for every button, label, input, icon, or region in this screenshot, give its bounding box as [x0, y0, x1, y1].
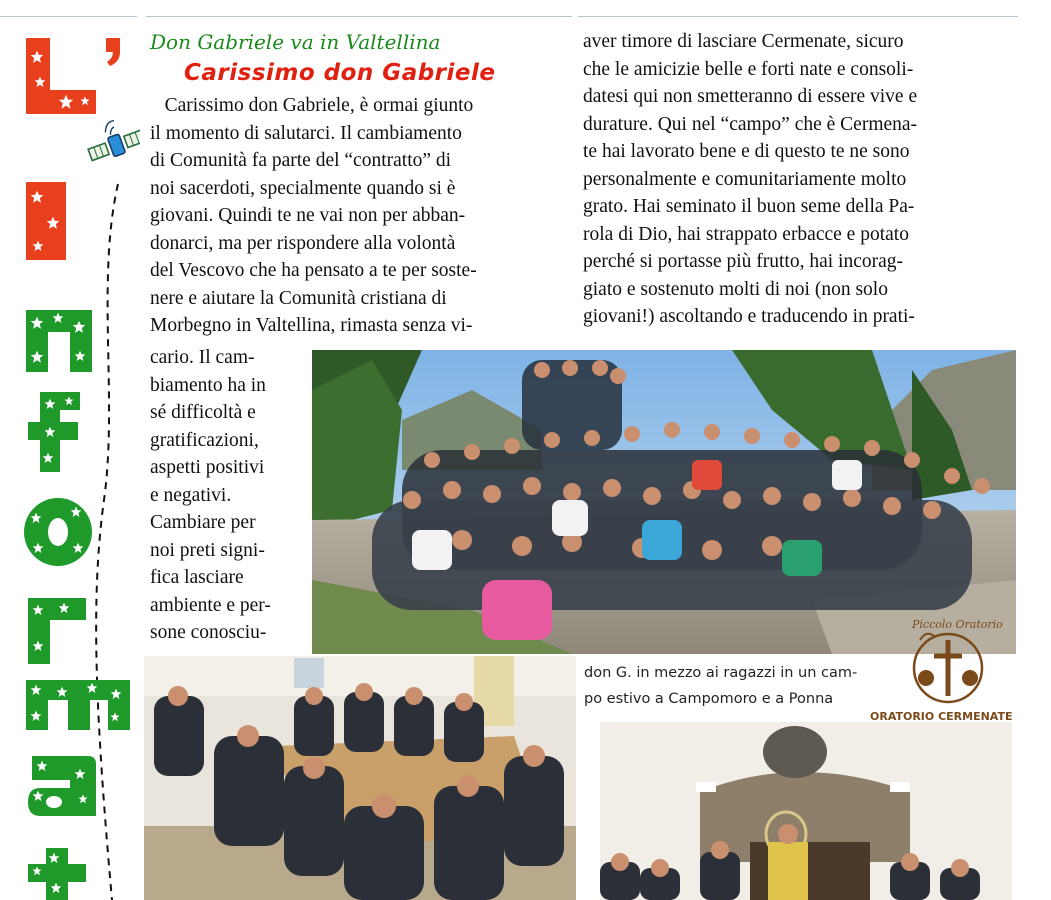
text-line: giato e sostenuto molti di noi (non solo	[583, 278, 888, 300]
text-line: di Comunità fa parte del “contratto” di	[150, 150, 452, 171]
text-line: datesi qui non smetteranno di essere vive e	[583, 86, 918, 107]
masthead-letter-I	[26, 182, 66, 260]
text-line: te hai lavorato bene e di questo te ne sono	[583, 141, 910, 162]
text-line: giovani. Quindi te ne vai non per abban-	[150, 205, 466, 226]
text-line: gratificazioni,	[150, 429, 259, 451]
text-line: sé difficoltà e	[150, 402, 256, 423]
masthead-letter-m	[26, 680, 130, 730]
text-line: perché si portasse più frutto, hai incorag-	[583, 251, 904, 272]
masthead-letter-L	[26, 38, 96, 114]
text-line: che le amicizie belle e forti nate e consoli-	[583, 58, 914, 80]
text-line: rola di Dio, hai strappato erbacce e potato	[583, 223, 909, 245]
masthead-letter-t	[28, 848, 86, 900]
dashed-trail	[96, 184, 118, 900]
text-line: aspetti positivi	[150, 457, 265, 478]
text-line: grato. Hai seminato il buon seme della Pa-	[583, 196, 915, 217]
oratorio-logo	[866, 606, 1024, 728]
masthead-art	[0, 20, 140, 900]
chapel-mass-photo	[600, 722, 1012, 900]
logo-top-text: Piccolo Oratorio	[912, 618, 1003, 631]
satellite-icon	[82, 113, 140, 164]
article-title: Carissimo don Gabriele	[184, 60, 496, 86]
text-line: giovani!) ascoltando e traducendo in prati-	[583, 306, 915, 327]
article-column-2	[583, 28, 1023, 331]
masthead-letter-n	[26, 310, 92, 372]
text-line: nere e aiutare la Comunità cristiana di	[150, 287, 447, 309]
meeting-photo	[144, 656, 576, 900]
text-line: durature. Qui nel “campo” che è Cermena-	[583, 113, 918, 135]
text-line: aver timore di lasciare Cermenate, sicuro	[583, 31, 904, 52]
logo-bottom-text: ORATORIO CERMENATE	[870, 710, 1013, 723]
text-line: noi sacerdoti, specialmente quando si è	[150, 177, 456, 199]
top-rule-right	[578, 16, 1018, 17]
chapel-mass-photo-art	[600, 722, 1012, 900]
masthead-letter-r	[28, 598, 86, 664]
text-line: biamento ha in	[150, 374, 266, 396]
text-line: Morbegno in Valtellina, rimasta senza vi-	[150, 315, 473, 336]
article-column-1-wrap	[150, 344, 310, 647]
masthead-letter-a	[28, 756, 96, 816]
text-line: sone conosciu-	[150, 622, 267, 643]
text-line: e negativi.	[150, 484, 232, 506]
article-column-1	[150, 92, 570, 340]
masthead-letter-o	[24, 498, 92, 566]
text-line: donarci, ma per rispondere alla volontà	[150, 232, 456, 254]
text-line: Carissimo don Gabriele, è ormai giunto	[150, 95, 474, 116]
text-line: il momento di salutarci. Il cambiamento	[150, 122, 462, 144]
photo-caption	[576, 656, 874, 722]
meeting-photo-art	[144, 656, 576, 900]
text-line: cario. Il cam-	[150, 347, 255, 368]
text-line: ambiente e per-	[150, 594, 271, 616]
text-line: Cambiare per	[150, 512, 256, 533]
article-kicker: Don Gabriele va in Valtellina	[150, 30, 441, 54]
text-line: fica lasciare	[150, 567, 244, 588]
oratorio-logo-art	[866, 606, 1024, 728]
text-line: noi preti signi-	[150, 539, 265, 561]
top-rule-middle	[146, 16, 572, 17]
text-line: del Vescovo che ha pensato a te per soste-	[150, 260, 477, 281]
masthead-apostrophe	[106, 38, 120, 66]
text-line: personalmente e comunitariamente molto	[583, 168, 907, 190]
caption-line: po estivo a Campomoro e a Ponna	[584, 691, 834, 707]
masthead-letter-f	[28, 392, 80, 472]
caption-line: don G. in mezzo ai ragazzi in un cam-	[584, 665, 858, 681]
top-rule-left	[0, 16, 137, 17]
